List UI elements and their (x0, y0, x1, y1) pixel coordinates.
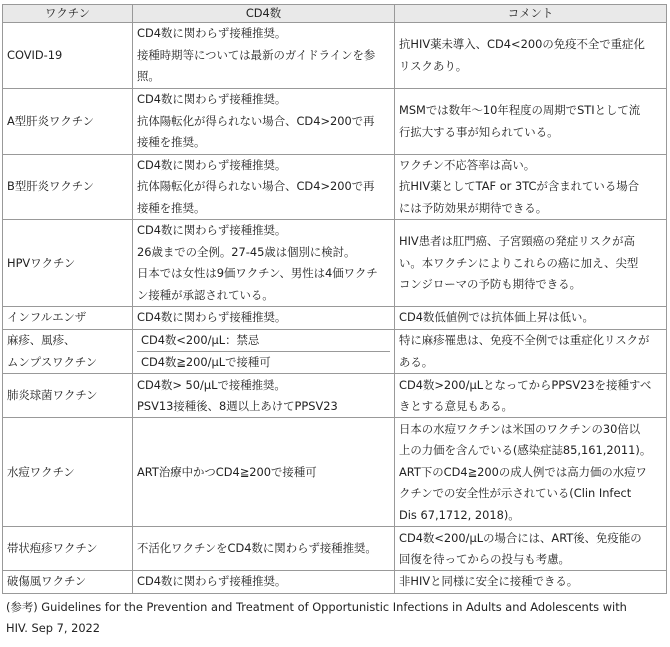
comment-cell (395, 329, 667, 374)
cd4-cell (133, 220, 395, 307)
cd4-line: ン接種が承認されている。 (137, 287, 274, 302)
vaccine-name (3, 329, 133, 374)
comment-cell (395, 374, 667, 418)
cd4-line: CD4数に関わらず接種推奨。 (137, 26, 287, 41)
comment-line: MSMでは数年～10年程度の周期でSTIとして流 (399, 103, 641, 118)
cd4-cell (133, 23, 395, 89)
comment-line: 行拡大する事が知られている。 (399, 124, 559, 139)
cd4-line: 26歳までの全例。27-45歳は個別に検討。 (137, 244, 356, 259)
comment-line: リスクあり。 (399, 58, 468, 73)
cd4-line: PSV13接種後、8週以上あけてPPSV23 (137, 398, 338, 413)
table-row (3, 374, 667, 418)
comment-line: Dis 67,1712, 2018)。 (399, 507, 520, 522)
table-row (3, 307, 667, 329)
comment-line: CD4数<200/μLの場合には、ART後、免疫能の (399, 530, 642, 545)
vaccine-name-line: ムンプスワクチン (7, 354, 98, 369)
cd4-line: CD4数に関わらず接種推奨。 (137, 158, 287, 172)
vaccine-name: B型肝炎ワクチン (3, 155, 133, 220)
vaccine-name-line: 麻疹、風疹、 (7, 333, 76, 348)
comment-line: 回復を待ってからの投与も考慮。 (399, 551, 570, 566)
comment-cell (395, 155, 667, 220)
cd4-cell: CD4数に関わらず接種推奨。 (133, 307, 395, 329)
cd4-line: 接種を推奨。 (137, 135, 206, 150)
table-header-row (3, 5, 667, 23)
cd4-cell (133, 329, 395, 374)
table-row (3, 155, 667, 220)
cd4-line: CD4数に関わらず接種推奨。 (137, 223, 287, 238)
header-vaccine: ワクチン (3, 5, 133, 23)
comment-cell (395, 418, 667, 527)
comment-line: きとする意見もある。 (399, 398, 513, 413)
comment-line: ワクチン不応答率は高い。 (399, 158, 536, 172)
comment-line: HIV患者は肛門癌、子宮頸癌の発症リスクが高 (399, 234, 635, 249)
cd4-line: 接種を推奨。 (137, 200, 206, 215)
comment-line: コンジローマの予防も期待できる。 (399, 276, 581, 291)
table-row (3, 418, 667, 527)
vaccine-name: COVID-19 (3, 23, 133, 89)
comment-cell: CD4数低値例では抗体価上昇は低い。 (395, 307, 667, 329)
cd4-cell: 不活化ワクチンをCD4数に関わらず接種推奨。 (133, 527, 395, 571)
table-row (3, 571, 667, 593)
cd4-line: CD4数≧200/μLで接種可 (137, 351, 390, 373)
vaccine-name: インフルエンザ (3, 307, 133, 329)
table-row (3, 527, 667, 571)
table-row (3, 220, 667, 307)
comment-cell (395, 220, 667, 307)
cd4-line: CD4数に関わらず接種推奨。 (137, 92, 287, 107)
cd4-line: 抗体陽転化が得られない場合、CD4>200で再 (137, 113, 375, 128)
comment-line: ART下のCD4≧200の成人例では高力価の水痘ワ (399, 464, 647, 479)
cd4-cell (133, 89, 395, 155)
cd4-line: CD4数> 50/μLで接種推奨。 (137, 377, 286, 392)
header-cd4: CD4数 (133, 5, 395, 23)
comment-cell: 非HIVと同様に安全に接種できる。 (395, 571, 667, 593)
comment-line: CD4数>200/μLとなってからPPSV23を接種すべ (399, 377, 652, 392)
vaccine-name: 肺炎球菌ワクチン (3, 374, 133, 418)
comment-line: には予防効果が期待できる。 (399, 200, 548, 215)
cd4-line: 日本では女性は9価ワクチン、男性は4価ワクチ (137, 266, 378, 281)
table-row (3, 89, 667, 155)
vaccine-name: 水痘ワクチン (3, 418, 133, 527)
comment-line: クチンでの安全性が示されている(Clin Infect (399, 486, 632, 501)
comment-line: 上の力価を含んでいる(感染症誌85,161,2011)。 (399, 443, 652, 458)
cd4-line: CD4数<200/μL：禁忌 (141, 332, 260, 347)
table-row (3, 329, 667, 374)
cd4-line: 接種時期等については最新のガイドラインを参 (137, 47, 376, 62)
comment-line: 抗HIV薬未導入、CD4<200の免疫不全で重症化 (399, 37, 645, 52)
table-row (3, 23, 667, 89)
comment-line: 抗HIV薬としてTAF or 3TCが含まれている場合 (399, 179, 639, 194)
vaccine-name: HPVワクチン (3, 220, 133, 307)
footnote-line: HIV. Sep 7, 2022 (6, 621, 101, 635)
cd4-cell: ART治療中かつCD4≧200で接種可 (133, 418, 395, 527)
header-comment: コメント (395, 5, 667, 23)
comment-cell (395, 23, 667, 89)
cd4-line: 抗体陽転化が得られない場合、CD4>200で再 (137, 179, 375, 194)
vaccine-table (2, 4, 667, 594)
cd4-cell (133, 155, 395, 220)
vaccine-name: A型肝炎ワクチン (3, 89, 133, 155)
comment-line: ある。 (399, 354, 434, 369)
comment-cell (395, 89, 667, 155)
comment-line: 特に麻疹罹患は、免疫不全例では重症化リスクが (399, 333, 650, 348)
comment-line: 日本の水痘ワクチンは米国のワクチンの30倍以 (399, 421, 641, 436)
footnote-line: (参考) Guidelines for the Prevention and Treatment of Opportunistic Infections in Adults and Adolescents with (6, 600, 627, 614)
cd4-cell: CD4数に関わらず接種推奨。 (133, 571, 395, 593)
cd4-line: 照。 (137, 69, 160, 84)
reference-footnote (6, 597, 666, 639)
vaccine-name: 帯状疱疹ワクチン (3, 527, 133, 571)
cd4-cell (133, 374, 395, 418)
comment-cell (395, 527, 667, 571)
comment-line: い。本ワクチンによりこれらの癌に加え、尖型 (399, 255, 639, 270)
vaccine-name: 破傷風ワクチン (3, 571, 133, 593)
